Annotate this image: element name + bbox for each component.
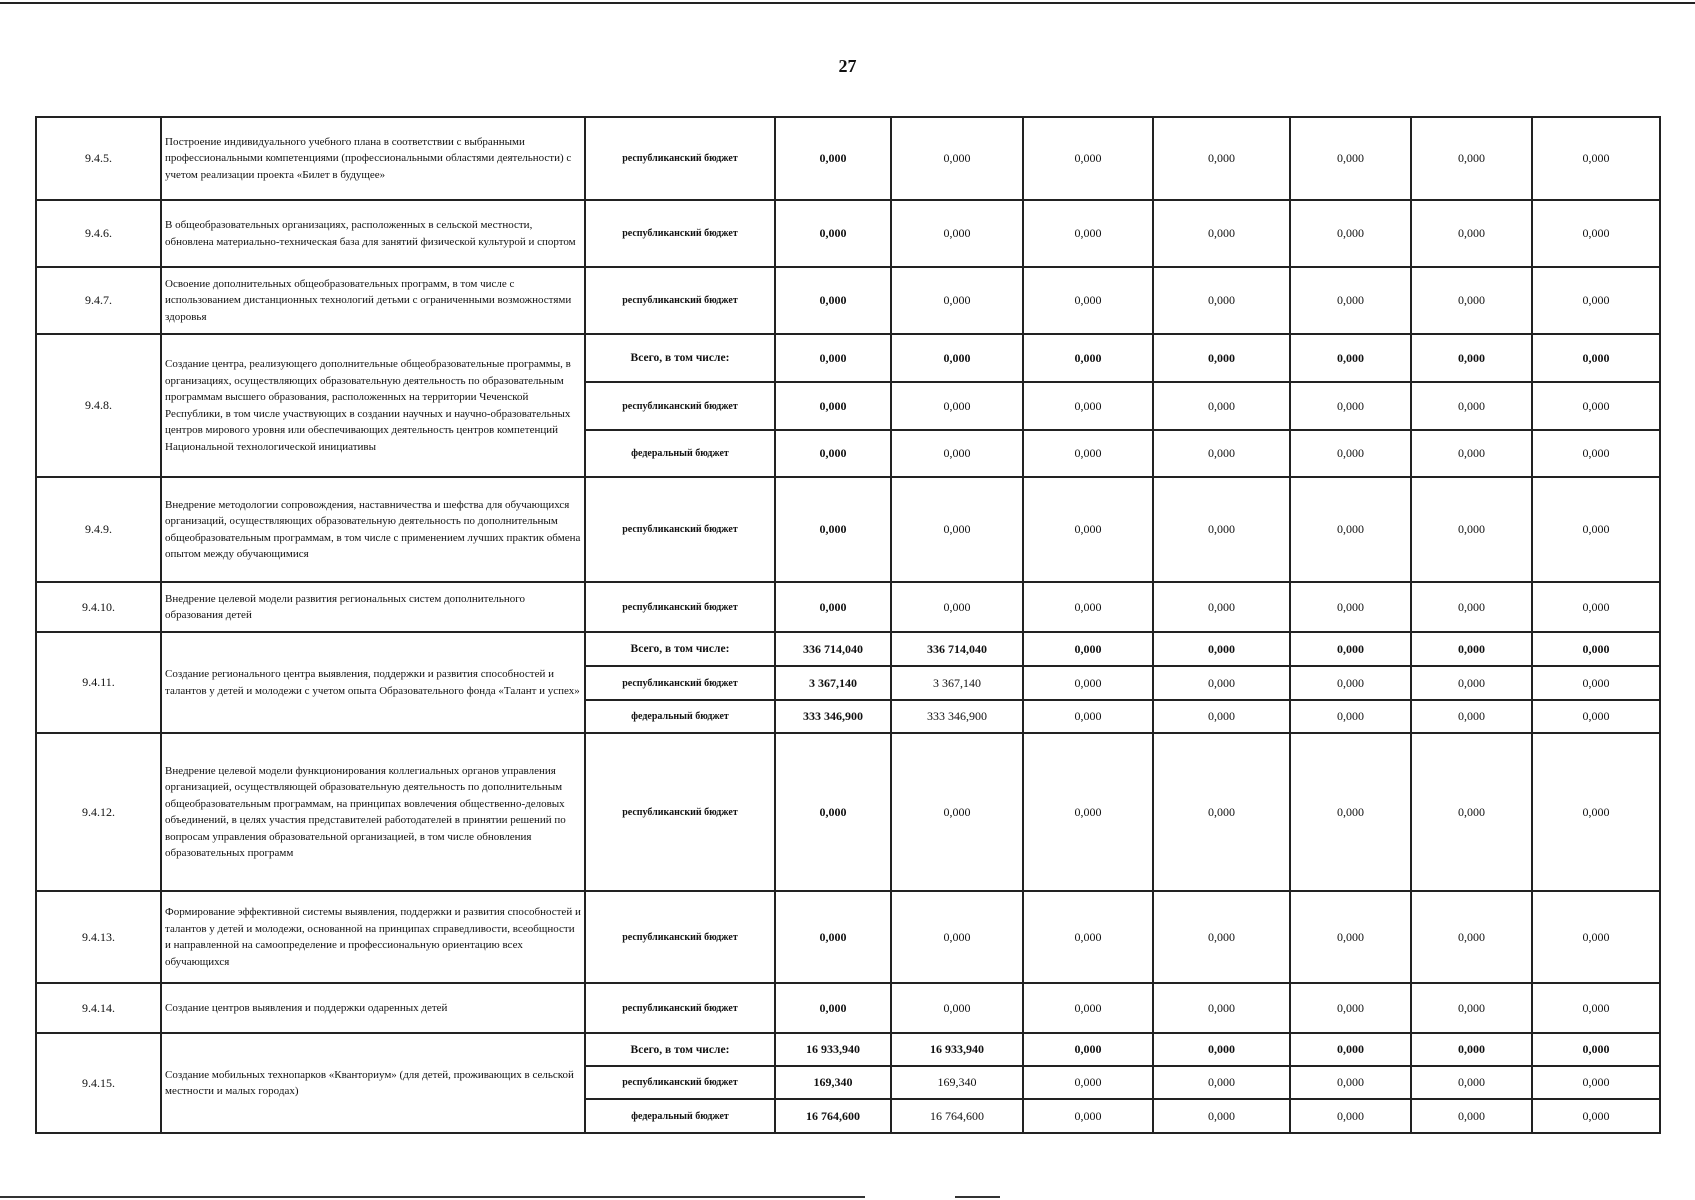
amount-year-6: 0,000 [1411,382,1532,430]
amount-year-5: 0,000 [1290,382,1411,430]
amount-year-1: 16 933,940 [775,1033,891,1066]
item-number: 9.4.9. [36,477,161,582]
item-number: 9.4.14. [36,983,161,1033]
funding-source: республиканский бюджет [585,117,775,200]
funding-source: Всего, в том числе: [585,334,775,382]
amount-year-6: 0,000 [1411,891,1532,983]
item-number: 9.4.10. [36,582,161,632]
amount-year-6: 0,000 [1411,983,1532,1033]
funding-source: федеральный бюджет [585,700,775,733]
amount-year-4: 0,000 [1153,200,1290,267]
amount-year-7: 0,000 [1532,891,1660,983]
amount-year-2: 0,000 [891,117,1023,200]
amount-year-5: 0,000 [1290,582,1411,632]
amount-year-5: 0,000 [1290,1033,1411,1066]
amount-year-3: 0,000 [1023,117,1153,200]
funding-source: республиканский бюджет [585,891,775,983]
amount-year-5: 0,000 [1290,891,1411,983]
amount-year-2: 0,000 [891,891,1023,983]
amount-year-4: 0,000 [1153,700,1290,733]
amount-year-4: 0,000 [1153,334,1290,382]
table-row [36,267,1660,334]
amount-year-7: 0,000 [1532,666,1660,700]
amount-year-2: 0,000 [891,477,1023,582]
amount-year-7: 0,000 [1532,582,1660,632]
funding-source: республиканский бюджет [585,983,775,1033]
amount-year-4: 0,000 [1153,582,1290,632]
item-description: Внедрение целевой модели функционирования коллегиальных органов управления организацией, осуществляющей образовательную деятельность по дополнительным общеобразовательным программам, на принципах вовлечения общественно-деловых объединений, в целях участия представителей работодателей в принятии решений по вопросам управления образовательной организацией, в том числе обновления образовательных программ [161,733,585,891]
amount-year-5: 0,000 [1290,632,1411,666]
amount-year-1: 0,000 [775,733,891,891]
amount-year-5: 0,000 [1290,700,1411,733]
amount-year-7: 0,000 [1532,1033,1660,1066]
amount-year-3: 0,000 [1023,200,1153,267]
amount-year-3: 0,000 [1023,430,1153,477]
amount-year-2: 0,000 [891,334,1023,382]
table-row [36,733,1660,891]
amount-year-6: 0,000 [1411,666,1532,700]
amount-year-4: 0,000 [1153,382,1290,430]
table-row [36,891,1660,983]
top-rule [0,2,1695,4]
funding-source: республиканский бюджет [585,582,775,632]
amount-year-5: 0,000 [1290,477,1411,582]
amount-year-4: 0,000 [1153,430,1290,477]
amount-year-4: 0,000 [1153,1066,1290,1099]
amount-year-2: 169,340 [891,1066,1023,1099]
amount-year-2: 0,000 [891,983,1023,1033]
amount-year-3: 0,000 [1023,733,1153,891]
amount-year-7: 0,000 [1532,267,1660,334]
amount-year-3: 0,000 [1023,1066,1153,1099]
amount-year-6: 0,000 [1411,267,1532,334]
funding-source: республиканский бюджет [585,267,775,334]
table-row [36,117,1660,200]
funding-source: республиканский бюджет [585,666,775,700]
amount-year-3: 0,000 [1023,666,1153,700]
amount-year-6: 0,000 [1411,1066,1532,1099]
amount-year-2: 333 346,900 [891,700,1023,733]
amount-year-3: 0,000 [1023,1033,1153,1066]
amount-year-6: 0,000 [1411,1033,1532,1066]
amount-year-6: 0,000 [1411,430,1532,477]
item-description: Создание регионального центра выявления, поддержки и развития способностей и талантов у детей и молодежи с учетом опыта Образовательного фонда «Талант и успех» [161,632,585,733]
funding-source: федеральный бюджет [585,430,775,477]
item-description: Освоение дополнительных общеобразовательных программ, в том числе с использованием дистанционных технологий детьми с ограниченными возможностями здоровья [161,267,585,334]
amount-year-2: 0,000 [891,200,1023,267]
amount-year-1: 0,000 [775,582,891,632]
amount-year-2: 3 367,140 [891,666,1023,700]
item-description: Внедрение методологии сопровождения, наставничества и шефства для обучающихся организаций, осуществляющих образовательную деятельность по дополнительным общеобразовательным программам, в том числе с применением лучших практик обмена опытом между обучающимися [161,477,585,582]
amount-year-6: 0,000 [1411,582,1532,632]
amount-year-6: 0,000 [1411,632,1532,666]
table-row [36,334,1660,382]
item-number: 9.4.5. [36,117,161,200]
amount-year-5: 0,000 [1290,666,1411,700]
item-description: Создание мобильных технопарков «Кванториум» (для детей, проживающих в сельской местности и малых городах) [161,1033,585,1133]
amount-year-7: 0,000 [1532,382,1660,430]
amount-year-7: 0,000 [1532,733,1660,891]
amount-year-1: 0,000 [775,117,891,200]
amount-year-7: 0,000 [1532,117,1660,200]
amount-year-1: 0,000 [775,334,891,382]
item-number: 9.4.6. [36,200,161,267]
amount-year-6: 0,000 [1411,117,1532,200]
amount-year-4: 0,000 [1153,666,1290,700]
amount-year-7: 0,000 [1532,477,1660,582]
table-row [36,477,1660,582]
amount-year-1: 0,000 [775,430,891,477]
amount-year-5: 0,000 [1290,1066,1411,1099]
bottom-rule [0,1196,865,1198]
bottom-rule-fragment [955,1196,1000,1198]
funding-source: республиканский бюджет [585,1066,775,1099]
amount-year-4: 0,000 [1153,891,1290,983]
amount-year-4: 0,000 [1153,267,1290,334]
amount-year-5: 0,000 [1290,334,1411,382]
amount-year-1: 333 346,900 [775,700,891,733]
table-row [36,582,1660,632]
amount-year-2: 16 764,600 [891,1099,1023,1133]
amount-year-7: 0,000 [1532,700,1660,733]
amount-year-7: 0,000 [1532,1066,1660,1099]
amount-year-6: 0,000 [1411,700,1532,733]
amount-year-4: 0,000 [1153,477,1290,582]
amount-year-7: 0,000 [1532,430,1660,477]
amount-year-2: 336 714,040 [891,632,1023,666]
amount-year-7: 0,000 [1532,334,1660,382]
amount-year-1: 336 714,040 [775,632,891,666]
item-number: 9.4.7. [36,267,161,334]
amount-year-1: 0,000 [775,200,891,267]
amount-year-4: 0,000 [1153,1033,1290,1066]
amount-year-6: 0,000 [1411,733,1532,891]
amount-year-7: 0,000 [1532,983,1660,1033]
amount-year-3: 0,000 [1023,700,1153,733]
item-number: 9.4.15. [36,1033,161,1133]
amount-year-1: 169,340 [775,1066,891,1099]
table-row [36,632,1660,666]
item-description: Создание центров выявления и поддержки одаренных детей [161,983,585,1033]
amount-year-3: 0,000 [1023,983,1153,1033]
amount-year-5: 0,000 [1290,1099,1411,1133]
amount-year-2: 0,000 [891,267,1023,334]
amount-year-2: 16 933,940 [891,1033,1023,1066]
amount-year-6: 0,000 [1411,477,1532,582]
amount-year-7: 0,000 [1532,200,1660,267]
amount-year-4: 0,000 [1153,733,1290,891]
amount-year-6: 0,000 [1411,1099,1532,1133]
amount-year-6: 0,000 [1411,200,1532,267]
amount-year-3: 0,000 [1023,334,1153,382]
item-number: 9.4.12. [36,733,161,891]
funding-source: республиканский бюджет [585,382,775,430]
amount-year-2: 0,000 [891,430,1023,477]
funding-source: республиканский бюджет [585,733,775,891]
amount-year-1: 3 367,140 [775,666,891,700]
amount-year-1: 0,000 [775,477,891,582]
funding-source: федеральный бюджет [585,1099,775,1133]
amount-year-3: 0,000 [1023,1099,1153,1133]
amount-year-5: 0,000 [1290,733,1411,891]
amount-year-4: 0,000 [1153,1099,1290,1133]
amount-year-5: 0,000 [1290,200,1411,267]
amount-year-1: 0,000 [775,983,891,1033]
amount-year-4: 0,000 [1153,632,1290,666]
item-description: Формирование эффективной системы выявления, поддержки и развития способностей и талантов у детей и молодежи, основанной на принципах справедливости, всеобщности и направленной на самоопределение и профессиональную ориентацию всех обучающихся [161,891,585,983]
amount-year-1: 0,000 [775,891,891,983]
amount-year-4: 0,000 [1153,117,1290,200]
amount-year-3: 0,000 [1023,267,1153,334]
funding-source: Всего, в том числе: [585,632,775,666]
amount-year-1: 0,000 [775,267,891,334]
amount-year-5: 0,000 [1290,430,1411,477]
item-description: Создание центра, реализующего дополнительные общеобразовательные программы, в организациях, осуществляющих образовательную деятельность по образовательным программам высшего образования, расположенных на территории Чеченской Республики, в том числе участвующих в создании научных и научно-образовательных центров мирового уровня или обеспечивающих деятельность центров компетенций Национальной технологической инициативы [161,334,585,477]
amount-year-2: 0,000 [891,582,1023,632]
amount-year-5: 0,000 [1290,983,1411,1033]
amount-year-6: 0,000 [1411,334,1532,382]
amount-year-3: 0,000 [1023,382,1153,430]
amount-year-1: 16 764,600 [775,1099,891,1133]
amount-year-4: 0,000 [1153,983,1290,1033]
amount-year-3: 0,000 [1023,891,1153,983]
amount-year-3: 0,000 [1023,632,1153,666]
amount-year-3: 0,000 [1023,477,1153,582]
table-row [36,200,1660,267]
table-row [36,983,1660,1033]
amount-year-5: 0,000 [1290,267,1411,334]
item-number: 9.4.11. [36,632,161,733]
funding-source: республиканский бюджет [585,477,775,582]
item-number: 9.4.13. [36,891,161,983]
funding-source: Всего, в том числе: [585,1033,775,1066]
amount-year-2: 0,000 [891,733,1023,891]
item-description: В общеобразовательных организациях, расположенных в сельской местности, обновлена материально-техническая база для занятий физической культурой и спортом [161,200,585,267]
amount-year-7: 0,000 [1532,632,1660,666]
amount-year-7: 0,000 [1532,1099,1660,1133]
amount-year-2: 0,000 [891,382,1023,430]
item-description: Внедрение целевой модели развития региональных систем дополнительного образования детей [161,582,585,632]
amount-year-1: 0,000 [775,382,891,430]
amount-year-3: 0,000 [1023,582,1153,632]
table-row [36,1033,1660,1066]
item-number: 9.4.8. [36,334,161,477]
table-body [36,117,1660,1133]
funding-source: республиканский бюджет [585,200,775,267]
amount-year-5: 0,000 [1290,117,1411,200]
page-number: 27 [838,56,857,76]
budget-table [35,116,1661,1134]
item-description: Построение индивидуального учебного плана в соответствии с выбранными профессиональными компетенциями (профессиональными областями деятельности) с учетом реализации проекта «Билет в будущее» [161,117,585,200]
